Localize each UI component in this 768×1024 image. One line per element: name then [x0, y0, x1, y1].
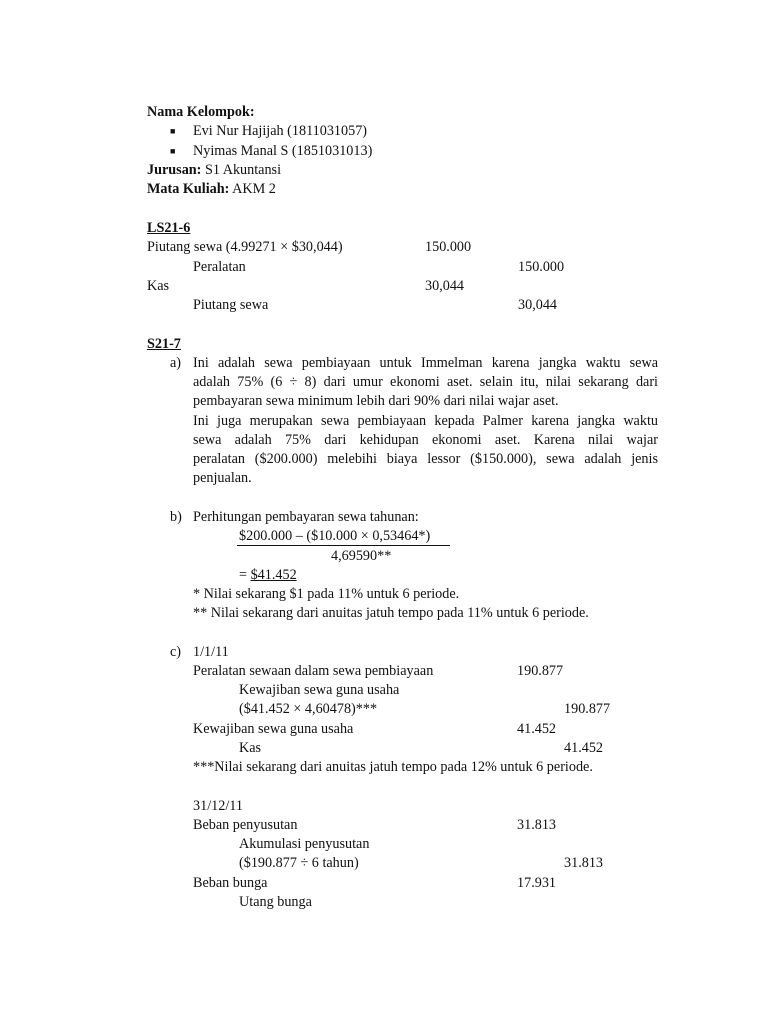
- part-c-marker: c): [170, 644, 182, 660]
- bullet-icon: ■: [170, 126, 176, 136]
- ls-row-1-account: Piutang sewa (4.99271 × $30,044): [147, 239, 343, 255]
- part-a-line: sewa adalah 75% dari kehidupan ekonomi aset. Karena nilai wajar: [193, 432, 658, 448]
- journal-account: ($190.877 ÷ 6 tahun): [239, 855, 359, 871]
- date-1: 1/1/11: [193, 644, 229, 660]
- journal-account: Kewajiban sewa guna usaha: [193, 721, 354, 737]
- journal-debit: 17.931: [517, 875, 557, 891]
- journal-debit: 41.452: [517, 721, 557, 737]
- course-line: [147, 180, 276, 198]
- part-a-marker: a): [170, 355, 182, 371]
- member-1: Evi Nur Hajijah (1811031057): [193, 123, 368, 139]
- part-a-line: adalah 75% (6 ÷ 8) dari umur ekonomi aset. selain itu, nilai sekarang dari: [193, 374, 658, 390]
- fraction-bar: [237, 545, 450, 546]
- part-b-note-1: * Nilai sekarang $1 pada 11% untuk 6 periode.: [193, 586, 460, 602]
- part-a-line: Ini juga merupakan sewa pembiayaan kepada Palmer karena jangka waktu: [193, 413, 658, 429]
- member-2: Nyimas Manal S (1851031013): [193, 143, 373, 159]
- ls-row-3-debit: 30,044: [425, 278, 465, 294]
- s21-7-title: S21-7: [147, 336, 181, 352]
- date-2: 31/12/11: [193, 798, 243, 814]
- fraction-denominator: 4,69590**: [331, 548, 392, 564]
- part-c-note: ***Nilai sekarang dari anuitas jatuh tempo pada 12% untuk 6 periode.: [193, 759, 593, 775]
- journal-account: ($41.452 × 4,60478)***: [239, 701, 378, 717]
- journal-credit: 190.877: [564, 701, 611, 717]
- journal-account: Utang bunga: [239, 894, 312, 910]
- ls21-6-title: LS21-6: [147, 220, 191, 236]
- major-line: [147, 161, 281, 179]
- part-b-intro: Perhitungan pembayaran sewa tahunan:: [193, 509, 419, 525]
- ls-row-2-credit: 150.000: [518, 259, 565, 275]
- part-a-line: penjualan.: [193, 470, 252, 486]
- part-b-note-2: ** Nilai sekarang dari anuitas jatuh tempo pada 11% untuk 6 periode.: [193, 605, 589, 621]
- journal-credit: 41.452: [564, 740, 604, 756]
- course-label: Mata Kuliah:: [147, 181, 230, 197]
- journal-account: Beban penyusutan: [193, 817, 298, 833]
- journal-account: Beban bunga: [193, 875, 268, 891]
- journal-account: Akumulasi penyusutan: [239, 836, 370, 852]
- result-value: $41.452: [250, 567, 297, 583]
- journal-debit: 31.813: [517, 817, 557, 833]
- part-a-line: peralatan ($200.000) melebihi biaya lessor ($150.000), sewa adalah jenis: [193, 451, 658, 467]
- part-a-line: pembayaran sewa minimum lebih dari 90% dari nilai wajar aset.: [193, 393, 559, 409]
- group-label: Nama Kelompok:: [147, 104, 255, 120]
- part-b-marker: b): [170, 509, 182, 525]
- course-value: AKM 2: [232, 181, 276, 197]
- major-value: S1 Akuntansi: [204, 162, 282, 178]
- result-prefix: =: [239, 567, 251, 583]
- ls-row-1-debit: 150.000: [425, 239, 472, 255]
- journal-credit: 31.813: [564, 855, 604, 871]
- annual-payment-result: [239, 566, 297, 584]
- ls-row-4-credit: 30,044: [518, 297, 558, 313]
- ls-row-4-account: Piutang sewa: [193, 297, 269, 313]
- bullet-icon: ■: [170, 146, 176, 156]
- fraction-numerator: $200.000 – ($10.000 × 0,53464*): [239, 528, 431, 544]
- journal-debit: 190.877: [517, 663, 564, 679]
- major-label: Jurusan:: [147, 162, 202, 178]
- ls-row-2-account: Peralatan: [193, 259, 246, 275]
- journal-account: Kas: [239, 740, 262, 756]
- ls-row-3-account: Kas: [147, 278, 170, 294]
- journal-account: Peralatan sewaan dalam sewa pembiayaan: [193, 663, 434, 679]
- part-a-line: Ini adalah sewa pembiayaan untuk Immelman karena jangka waktu sewa: [193, 355, 658, 371]
- journal-account: Kewajiban sewa guna usaha: [239, 682, 400, 698]
